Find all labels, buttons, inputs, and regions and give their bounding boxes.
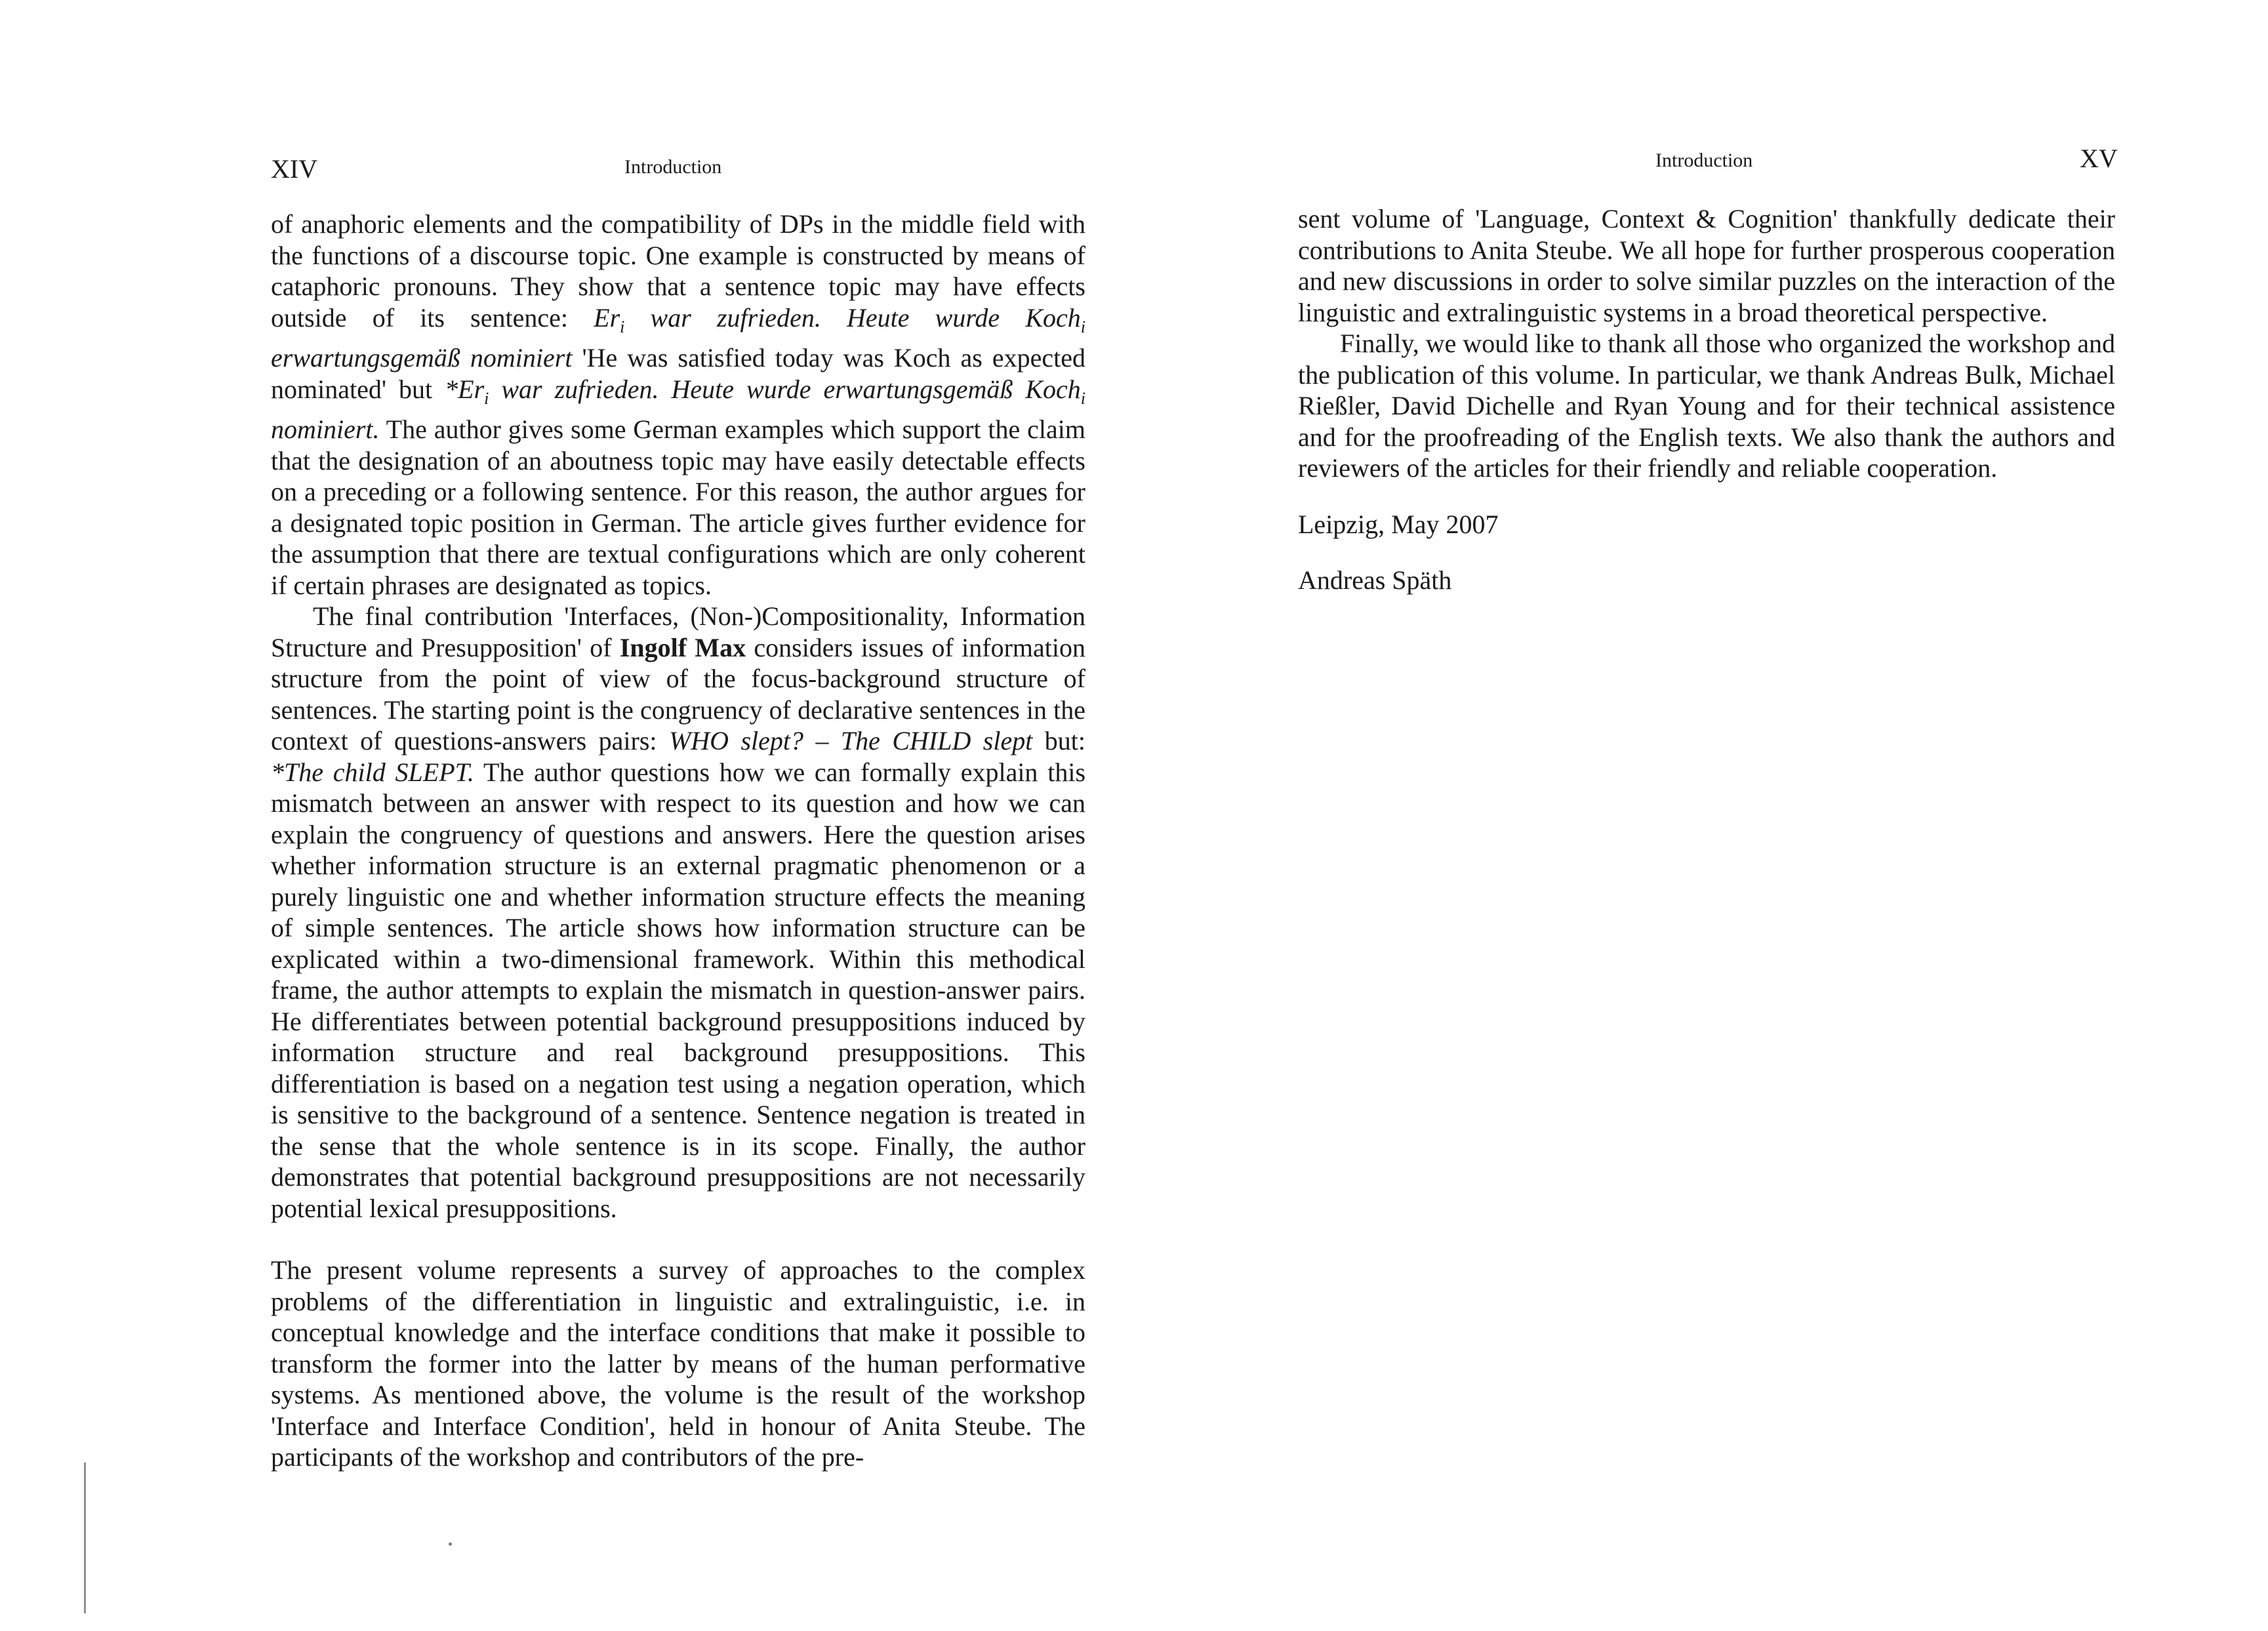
example-text: *Er xyxy=(445,374,485,404)
text-run: of anaphoric elements and the compatibility of DPs in the middle field with the functions of a discourse topic. One example is constructed by means of cataphoric pronouns. They show that a sentence topic may have effects outside of its sentence: xyxy=(271,209,1085,332)
left-page-body xyxy=(271,209,1085,1473)
example-text: nominiert. xyxy=(271,414,380,444)
scan-margin-mark xyxy=(84,1462,86,1613)
right-page-number: XV xyxy=(2080,144,2118,173)
subscript-index: i xyxy=(1080,317,1086,336)
example-text: erwartungsgemäß nominiert xyxy=(271,343,573,373)
signature: Andreas Späth xyxy=(1298,565,1452,595)
example-text: WHO slept? – The CHILD slept xyxy=(668,726,1033,755)
example-text: Er xyxy=(594,302,620,332)
right-running-head: Introduction xyxy=(1655,150,1753,171)
left-running-head: Introduction xyxy=(624,156,722,178)
text-run: The author gives some German examples which support the claim that the designation of an aboutness topic may have easily detectable effects on a preceding or a following sentence. For this reason, the author argues for a designated topic position in German. The article gives further evidence for the assumption that there are textual configurations which are only coherent if certain phrases are designated as topics. xyxy=(271,414,1085,600)
left-page-number: XIV xyxy=(271,154,318,184)
place-date: Leipzig, May 2007 xyxy=(1298,509,1499,539)
paragraph xyxy=(271,209,1085,601)
example-text: war zufrieden. Heute wurde Koch xyxy=(624,302,1081,332)
example-text: *The child SLEPT. xyxy=(271,757,474,787)
text-run: The author questions how we can formally explain this mismatch between an answer with respect to its question and how we can explain the congruency of questions and answers. Here the question arises whether information structure is an external pragmatic phenomenon or a purely linguistic one and whether information structure effects the meaning of simple sentences. The article shows how information structure can be explicated within a two-dimensional framework. Within this methodical frame, the author attempts to explain the mismatch in question-answer pairs. He differentiates between potential background presuppositions induced by information structure and real background presuppositions. This differentiation is based on a negation test using a negation operation, which is sensitive to the background of a sentence. Sentence negation is treated in the sense that the whole sentence is in its scope. Finally, the author demonstrates that potential background presuppositions are not necessarily potential lexical presuppositions. xyxy=(271,757,1086,1223)
text-run: sent volume of 'Language, Context & Cognition' thankfully dedicate their contributions to Anita Steube. We all hope for further prosperous cooperation and new discussions in order to solve similar puzzles on the interaction of the linguistic and extralinguistic systems in a broad theoretical perspective. xyxy=(1298,204,2115,327)
text-run: The present volume represents a survey of approaches to the complex problems of the differentiation in linguistic and extralinguistic, i.e. in conceptual knowledge and the interface conditions that make it possible to transform the former into the latter by means of the human performative systems. As mentioned above, the volume is the result of the workshop 'Interface and Interface Condition', held in honour of Anita Steube. The participants of the workshop and contributors of the pre- xyxy=(271,1255,1085,1472)
paragraph xyxy=(1298,328,2115,484)
text-run: considers issues of information structure from the point of view of the focus-background structure of sentences. The starting point is the congruency of declarative sentences in the context of questions-answers pairs: xyxy=(271,632,1086,755)
text-run: 'He was satisfied today was Koch as expected nominated' but xyxy=(271,343,1085,404)
text-run: Finally, we would like to thank all those who organized the workshop and the publication of this volume. In particular, we thank Andreas Bulk, Michael Rießler, David Dichelle and Ryan Young and for their technical assistence and for the proofreading of the English texts. We also thank the authors and reviewers of the articles for their friendly and reliable cooperation. xyxy=(1298,329,2116,483)
paragraph xyxy=(271,601,1085,1224)
author-name: Ingolf Max xyxy=(619,632,746,662)
text-run: but: xyxy=(1032,726,1086,755)
paragraph xyxy=(271,1255,1085,1473)
paragraph xyxy=(1298,203,2115,328)
right-page-body xyxy=(1298,203,2115,596)
scan-speck xyxy=(449,1542,452,1546)
example-text: war zufrieden. Heute wurde erwartungsgemäß Koch xyxy=(489,374,1081,404)
subscript-index: i xyxy=(484,388,489,408)
text-run: The final contribution 'Interfaces, (Non-)Compositionality, Information Structure and Presupposition' of xyxy=(271,601,1085,662)
subscript-index: i xyxy=(620,317,625,336)
subscript-index: i xyxy=(1080,388,1085,408)
